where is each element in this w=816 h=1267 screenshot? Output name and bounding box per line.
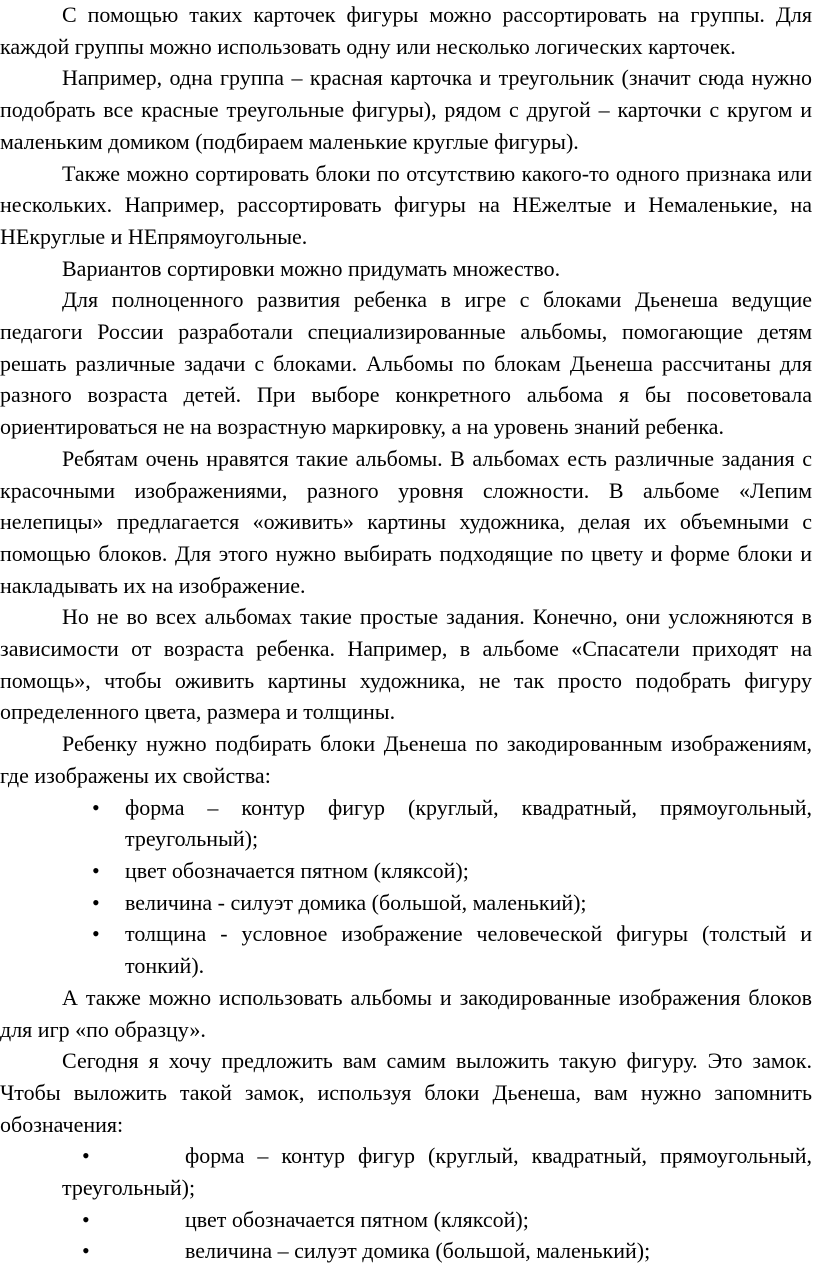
bullet-icon: •	[92, 889, 100, 915]
list-item-text: форма – контур фигур (круглый, квадратный, прямоугольный, треугольный);	[62, 1143, 812, 1201]
bullet-icon: •	[92, 857, 100, 883]
list-item: • цвет обозначается пятном (кляксой);	[82, 1206, 529, 1232]
bullet-icon: •	[92, 921, 100, 947]
list-item: • величина – силуэт домика (большой, маленький);	[82, 1238, 651, 1264]
list-item	[0, 918, 812, 981]
list-item-text: толщина - условное изображение человеческой фигуры (толстый и тонкий).	[125, 921, 812, 979]
paragraph: Ребятам очень нравятся такие альбомы. В альбомах есть различные задания с красочными изображениями, разного уровня сложности. В альбоме «Лепим нелепицы» предлагается «оживить» картины художника, делая их объемными с помощью блоков. Для этого нужно выбирать подходящие по цвету и форме блоки и накладывать их на изображение.	[0, 445, 812, 598]
properties-list	[0, 792, 812, 982]
paragraph: Ребенку нужно подбирать блоки Дьенеша по закодированным изображениям, где изображены их свойства:	[0, 731, 812, 788]
list-item: • форма – контур фигур (круглый, квадратный, прямоугольный, треугольный);	[62, 1143, 812, 1201]
list-item-text: цвет обозначается пятном (кляксой);	[185, 1206, 529, 1232]
paragraph: Вариантов сортировки можно придумать множество.	[62, 255, 561, 281]
bullet-icon: •	[92, 794, 100, 820]
list-item-text: форма – контур фигур (круглый, квадратный, прямоугольный, треугольный);	[125, 794, 812, 852]
paragraph: С помощью таких карточек фигуры можно рассортировать на группы. Для каждой группы можно использовать одну или несколько логических карточек.	[0, 2, 812, 59]
paragraph: Для полноценного развития ребенка в игре с блоками Дьенеша ведущие педагоги России разработали специализированные альбомы, помогающие детям решать различные задачи с блоками. Альбомы по блокам Дьенеша рассчитаны для разного возраста детей. При выборе конкретного альбома я бы посоветовала ориентироваться не на возрастную маркировку, а на уровень знаний ребенка.	[0, 287, 812, 440]
list-item-text: цвет обозначается пятном (кляксой);	[125, 857, 469, 883]
list-item	[0, 855, 812, 887]
paragraph: Также можно сортировать блоки по отсутствию какого-то одного признака или нескольких. Например, рассортировать фигуры на НЕжелтые и Немаленькие, на НЕкруглые и НЕпрямоугольные.	[0, 160, 812, 249]
list-item-text: величина – силуэт домика (большой, маленький);	[185, 1238, 651, 1264]
paragraph: Например, одна группа – красная карточка и треугольник (значит сюда нужно подобрать все красные треугольные фигуры), рядом с другой – карточки с кругом и маленьким домиком (подбираем маленькие круглые фигуры).	[0, 65, 812, 154]
paragraph: Но не во всех альбомах такие простые задания. Конечно, они усложняются в зависимости от возраста ребенка. Например, в альбоме «Спасатели приходят на помощь», чтобы оживить картины художника, не так просто подобрать фигуру определенного цвета, размера и толщины.	[0, 604, 812, 725]
paragraph: Сегодня я хочу предложить вам самим выложить такую фигуру. Это замок. Чтобы выложить такой замок, используя блоки Дьенеша, вам нужно запомнить обозначения:	[0, 1048, 812, 1137]
list-item	[0, 887, 812, 919]
list-item-text: величина - силуэт домика (большой, маленький);	[125, 889, 587, 915]
paragraph: А также можно использовать альбомы и закодированные изображения блоков для игр «по образцу».	[0, 984, 812, 1042]
list-item	[0, 792, 812, 855]
designations-list	[0, 1140, 812, 1267]
